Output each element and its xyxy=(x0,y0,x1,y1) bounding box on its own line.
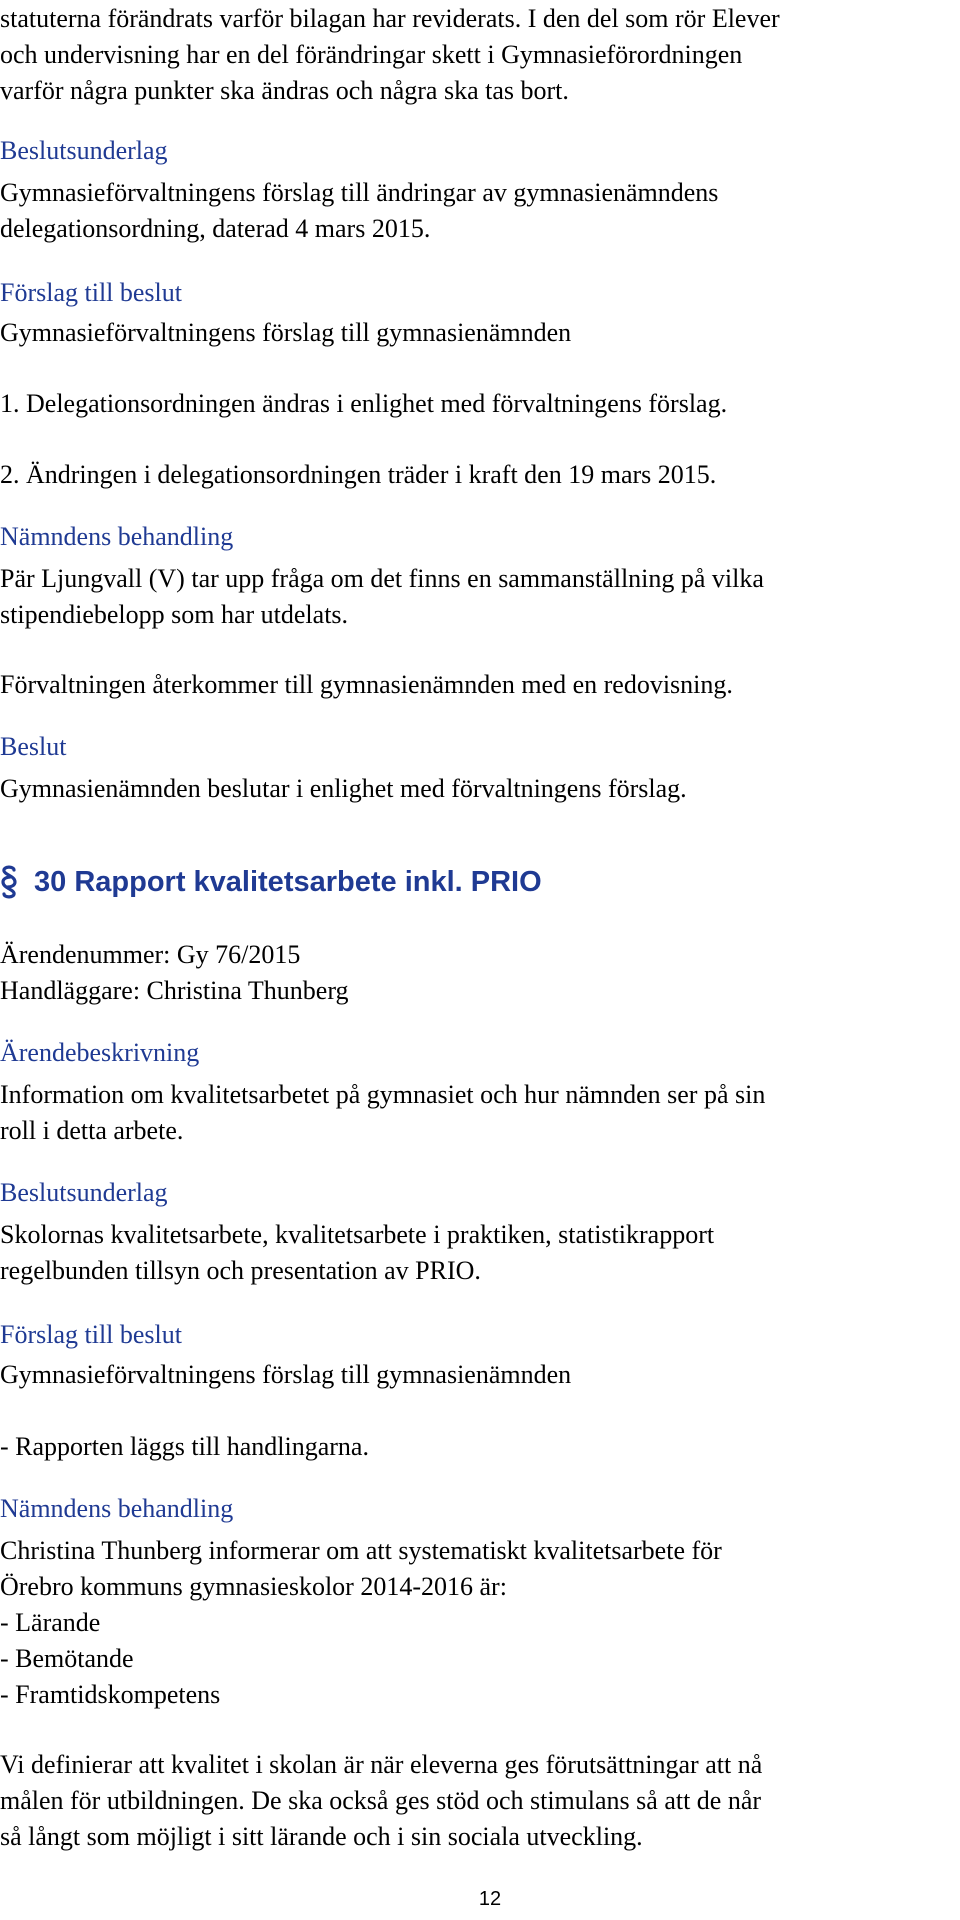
body-text: Pär Ljungvall (V) tar upp fråga om det finns en sammanställning på vilka xyxy=(0,564,764,593)
body-text: Vi definierar att kvalitet i skolan är när eleverna ges förutsättningar att nå xyxy=(0,1750,763,1779)
list-item: - Lärande xyxy=(0,1608,101,1637)
list-item: 1. Delegationsordningen ändras i enlighet med förvaltningens förslag. xyxy=(0,389,728,418)
section-title-text: 30 Rapport kvalitetsarbete inkl. PRIO xyxy=(34,866,542,898)
list-item: - Framtidskompetens xyxy=(0,1680,221,1709)
body-text: Gymnasieförvaltningens förslag till gymnasienämnden xyxy=(0,1360,572,1389)
heading-beslutsunderlag: Beslutsunderlag xyxy=(0,136,168,165)
body-text: stipendiebelopp som har utdelats. xyxy=(0,600,349,629)
body-text: varför några punkter ska ändras och några ska tas bort. xyxy=(0,76,569,105)
body-text: målen för utbildningen. De ska också ges stöd och stimulans så att de når xyxy=(0,1786,762,1815)
body-text: roll i detta arbete. xyxy=(0,1116,184,1145)
heading-beslutsunderlag: Beslutsunderlag xyxy=(0,1178,168,1207)
body-text: Skolornas kvalitetsarbete, kvalitetsarbete i praktiken, statistikrapport xyxy=(0,1220,715,1249)
heading-forslag-till-beslut: Förslag till beslut xyxy=(0,1320,182,1349)
list-item: 2. Ändringen i delegationsordningen träder i kraft den 19 mars 2015. xyxy=(0,460,717,489)
body-text: så långt som möjligt i sitt lärande och i sin sociala utveckling. xyxy=(0,1822,643,1851)
body-text: Christina Thunberg informerar om att systematiskt kvalitetsarbete för xyxy=(0,1536,722,1565)
body-text: regelbunden tillsyn och presentation av PRIO. xyxy=(0,1256,481,1285)
heading-namndens-behandling: Nämndens behandling xyxy=(0,522,234,551)
case-handler: Handläggare: Christina Thunberg xyxy=(0,976,349,1005)
body-text: Information om kvalitetsarbetet på gymnasiet och hur nämnden ser på sin xyxy=(0,1080,766,1109)
page-number: 12 xyxy=(478,1888,502,1910)
body-text: delegationsordning, daterad 4 mars 2015. xyxy=(0,214,431,243)
body-text: Örebro kommuns gymnasieskolor 2014-2016 är: xyxy=(0,1572,507,1601)
heading-forslag-till-beslut: Förslag till beslut xyxy=(0,278,182,307)
body-text: Förvaltningen återkommer till gymnasienämnden med en redovisning. xyxy=(0,670,733,699)
section-sign-icon xyxy=(0,865,18,899)
case-number: Ärendenummer: Gy 76/2015 xyxy=(0,940,301,969)
list-item: - Rapporten läggs till handlingarna. xyxy=(0,1432,369,1461)
body-text: och undervisning har en del förändringar skett i Gymnasieförordningen xyxy=(0,40,743,69)
section-title xyxy=(0,864,542,900)
list-item: - Bemötande xyxy=(0,1644,134,1673)
body-text: Gymnasieförvaltningens förslag till gymnasienämnden xyxy=(0,318,572,347)
heading-namndens-behandling: Nämndens behandling xyxy=(0,1494,234,1523)
heading-arendebeskrivning: Ärendebeskrivning xyxy=(0,1038,200,1067)
heading-beslut: Beslut xyxy=(0,732,67,761)
body-text: statuterna förändrats varför bilagan har reviderats. I den del som rör Elever xyxy=(0,4,780,33)
body-text: Gymnasienämnden beslutar i enlighet med förvaltningens förslag. xyxy=(0,774,687,803)
body-text: Gymnasieförvaltningens förslag till ändringar av gymnasienämndens xyxy=(0,178,719,207)
